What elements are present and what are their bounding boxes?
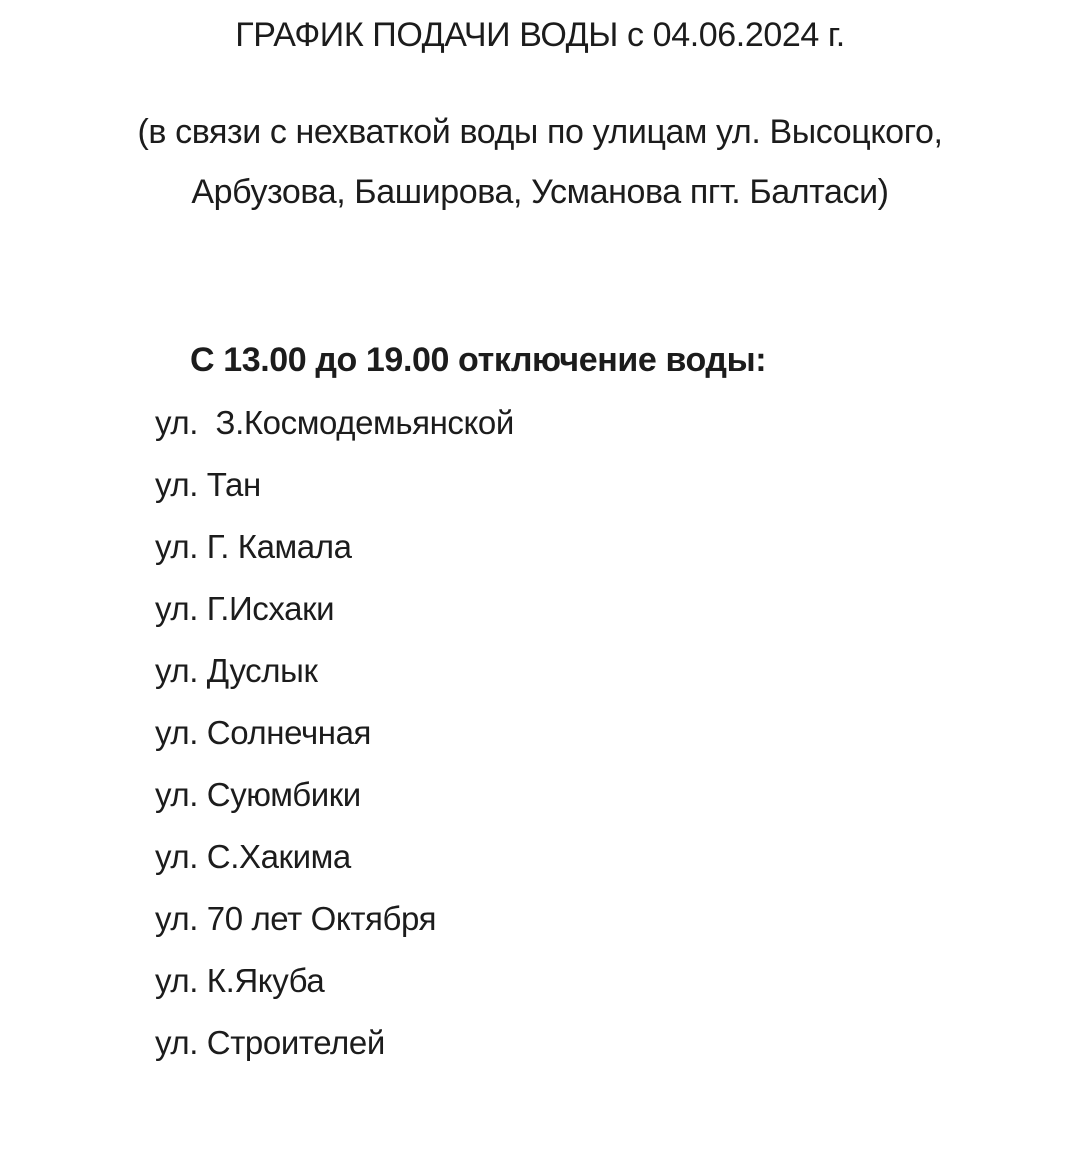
street-list-item: ул. Солнечная (155, 714, 372, 751)
subtitle-line-1: (в связи с нехваткой воды по улицам ул. Высоцкого, (137, 113, 943, 151)
street-list-item: ул. Тан (155, 466, 261, 503)
page-title: ГРАФИК ПОДАЧИ ВОДЫ с 04.06.2024 г. (235, 16, 845, 54)
subtitle (0, 102, 1080, 222)
street-list-item: ул. С.Хакима (155, 838, 351, 875)
street-list-item: ул. Г. Камала (155, 528, 352, 565)
street-list-item: ул. Г.Исхаки (155, 590, 335, 627)
street-list (155, 392, 1080, 1074)
street-list-item: ул. Строителей (155, 1024, 385, 1061)
street-list-item: ул. 70 лет Октября (155, 900, 437, 937)
street-list-item: ул. Суюмбики (155, 776, 361, 813)
street-list-item: ул. К.Якуба (155, 962, 325, 999)
subtitle-line-2: Арбузова, Баширова, Усманова пгт. Балтаси) (191, 173, 889, 211)
outage-time-heading: С 13.00 до 19.00 отключение воды: (190, 341, 767, 379)
street-list-item: ул. З.Космодемьянской (155, 404, 514, 441)
street-list-item: ул. Дуслык (155, 652, 318, 689)
